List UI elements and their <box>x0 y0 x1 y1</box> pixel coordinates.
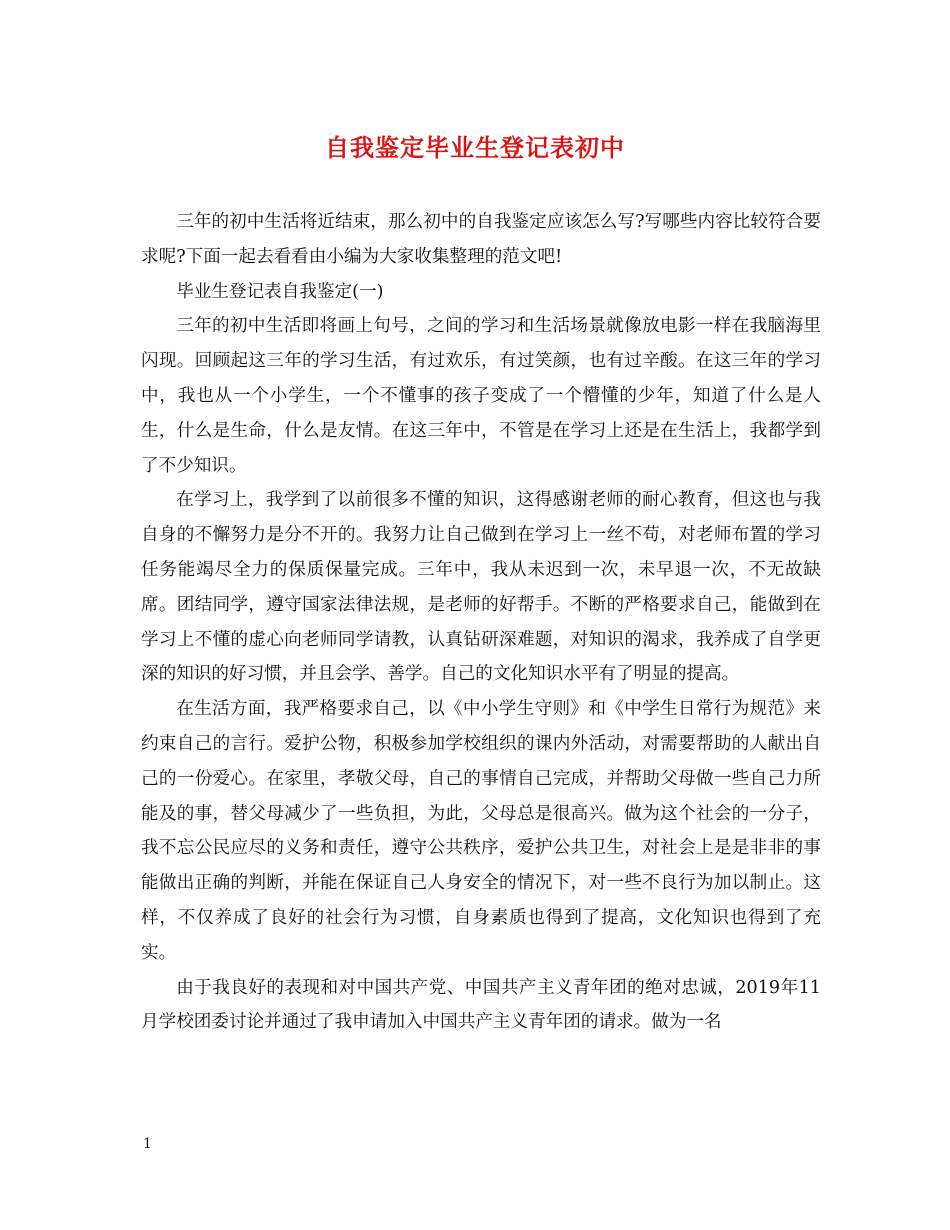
body-paragraph: 在生活方面，我严格要求自己，以《中小学生守则》和《中学生日常行为规范》来约束自己的言行。爱护公物，积极参加学校组织的课内外活动，对需要帮助的人献出自己的一份爱心。在家里，孝敬父母，自己的事情自己完成，并帮助父母做一些自己力所能及的事，替父母减少了一些负担，为此，父母总是很高兴。做为这个社会的一分子，我不忘公民应尽的义务和责任，遵守公共秩序，爱护公共卫生，对社会上是是非非的事能做出正确的判断，并能在保证自己人身安全的情况下，对一些不良行为加以制止。这样，不仅养成了良好的社会行为习惯，自身素质也得到了提高，文化知识也得到了充实。 <box>141 699 821 963</box>
body-paragraph: 由于我良好的表现和对中国共产党、中国共产主义青年团的绝对忠诚，2019年11月学校团委讨论并通过了我申请加入中国共产主义青年团的请求。做为一名 <box>141 977 821 1033</box>
section-heading: 毕业生登记表自我鉴定(一) <box>176 281 384 302</box>
document-title: 自我鉴定毕业生登记表初中 <box>325 133 625 162</box>
document-body <box>141 205 821 1040</box>
body-paragraph: 三年的初中生活即将画上句号，之间的学习和生活场景就像放电影一样在我脑海里闪现。回顾起这三年的学习生活，有过欢乐，有过笑颜，也有过辛酸。在这三年的学习中，我也从一个小学生，一个不懂事的孩子变成了一个懵懂的少年，知道了什么是人生，什么是生命，什么是友情。在这三年中，不管是在学习上还是在生活上，我都学到了不少知识。 <box>141 316 821 476</box>
body-paragraph: 在学习上，我学到了以前很多不懂的知识，这得感谢老师的耐心教育，但这也与我自身的不懈努力是分不开的。我努力让自己做到在学习上一丝不苟，对老师布置的学习任务能竭尽全力的保质保量完成。三年中，我从未迟到一次，未早退一次，不无故缺席。团结同学，遵守国家法律法规，是老师的好帮手。不断的严格要求自己，能做到在学习上不懂的虚心向老师同学请教，认真钻研深难题，对知识的渴求，我养成了自学更深的知识的好习惯，并且会学、善学。自己的文化知识水平有了明显的提高。 <box>141 490 821 685</box>
intro-paragraph: 三年的初中生活将近结束，那么初中的自我鉴定应该怎么写?写哪些内容比较符合要求呢?下面一起去看看由小编为大家收集整理的范文吧! <box>141 212 821 267</box>
page-number: 1 <box>143 1136 152 1152</box>
